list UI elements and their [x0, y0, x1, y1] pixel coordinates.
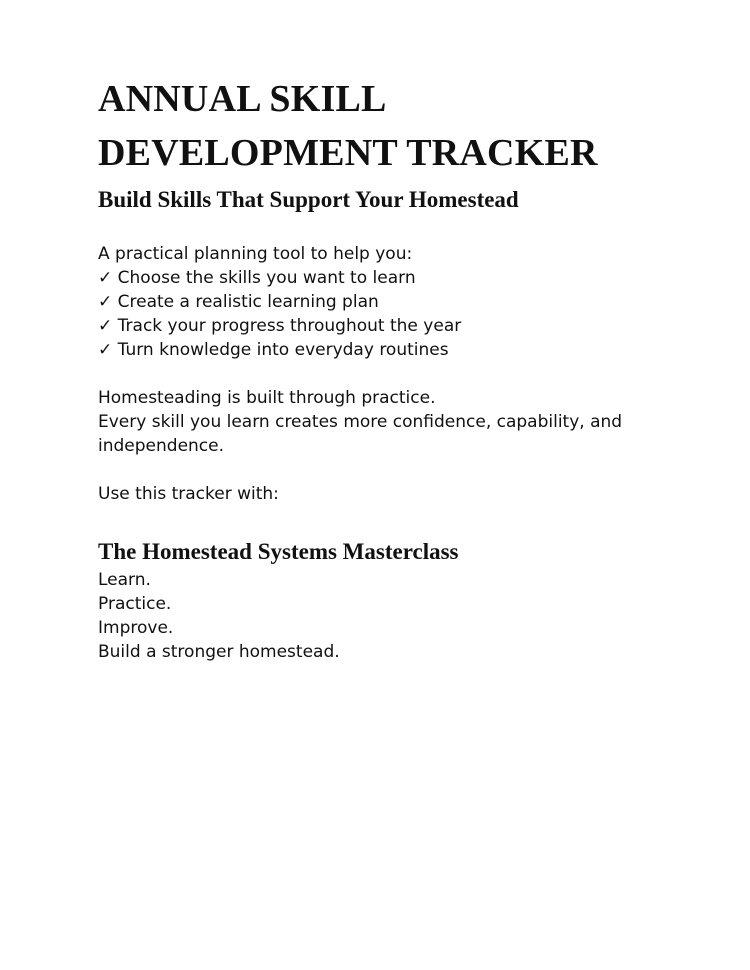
closing-lines — [98, 568, 658, 664]
spacer — [98, 216, 658, 242]
closing-line: Learn. — [98, 570, 151, 590]
paragraph-line: Every skill you learn creates more confidence, capability, and independence. — [98, 412, 628, 456]
use-with-label: Use this tracker with: — [98, 484, 279, 504]
spacer — [98, 506, 658, 536]
practice-paragraph — [98, 386, 658, 458]
intro-block — [98, 242, 658, 362]
intro-text: A practical planning tool to help you: — [98, 244, 413, 264]
page-subtitle: Build Skills That Support Your Homestead — [98, 187, 519, 212]
closing-line: Practice. — [98, 594, 172, 614]
closing-line: Improve. — [98, 618, 174, 638]
checklist-item: ✓ Create a realistic learning plan — [98, 292, 379, 312]
masterclass-title: The Homestead Systems Masterclass — [98, 539, 459, 564]
spacer — [98, 458, 658, 482]
page-title: ANNUAL SKILL DEVELOPMENT TRACKER — [98, 78, 598, 174]
document-page — [98, 72, 658, 664]
spacer — [98, 362, 658, 386]
checklist-item: ✓ Choose the skills you want to learn — [98, 268, 416, 288]
checklist-item: ✓ Turn knowledge into everyday routines — [98, 340, 449, 360]
checklist-item: ✓ Track your progress throughout the year — [98, 316, 462, 336]
closing-line: Build a stronger homestead. — [98, 642, 340, 662]
paragraph-line: Homesteading is built through practice. — [98, 388, 436, 408]
